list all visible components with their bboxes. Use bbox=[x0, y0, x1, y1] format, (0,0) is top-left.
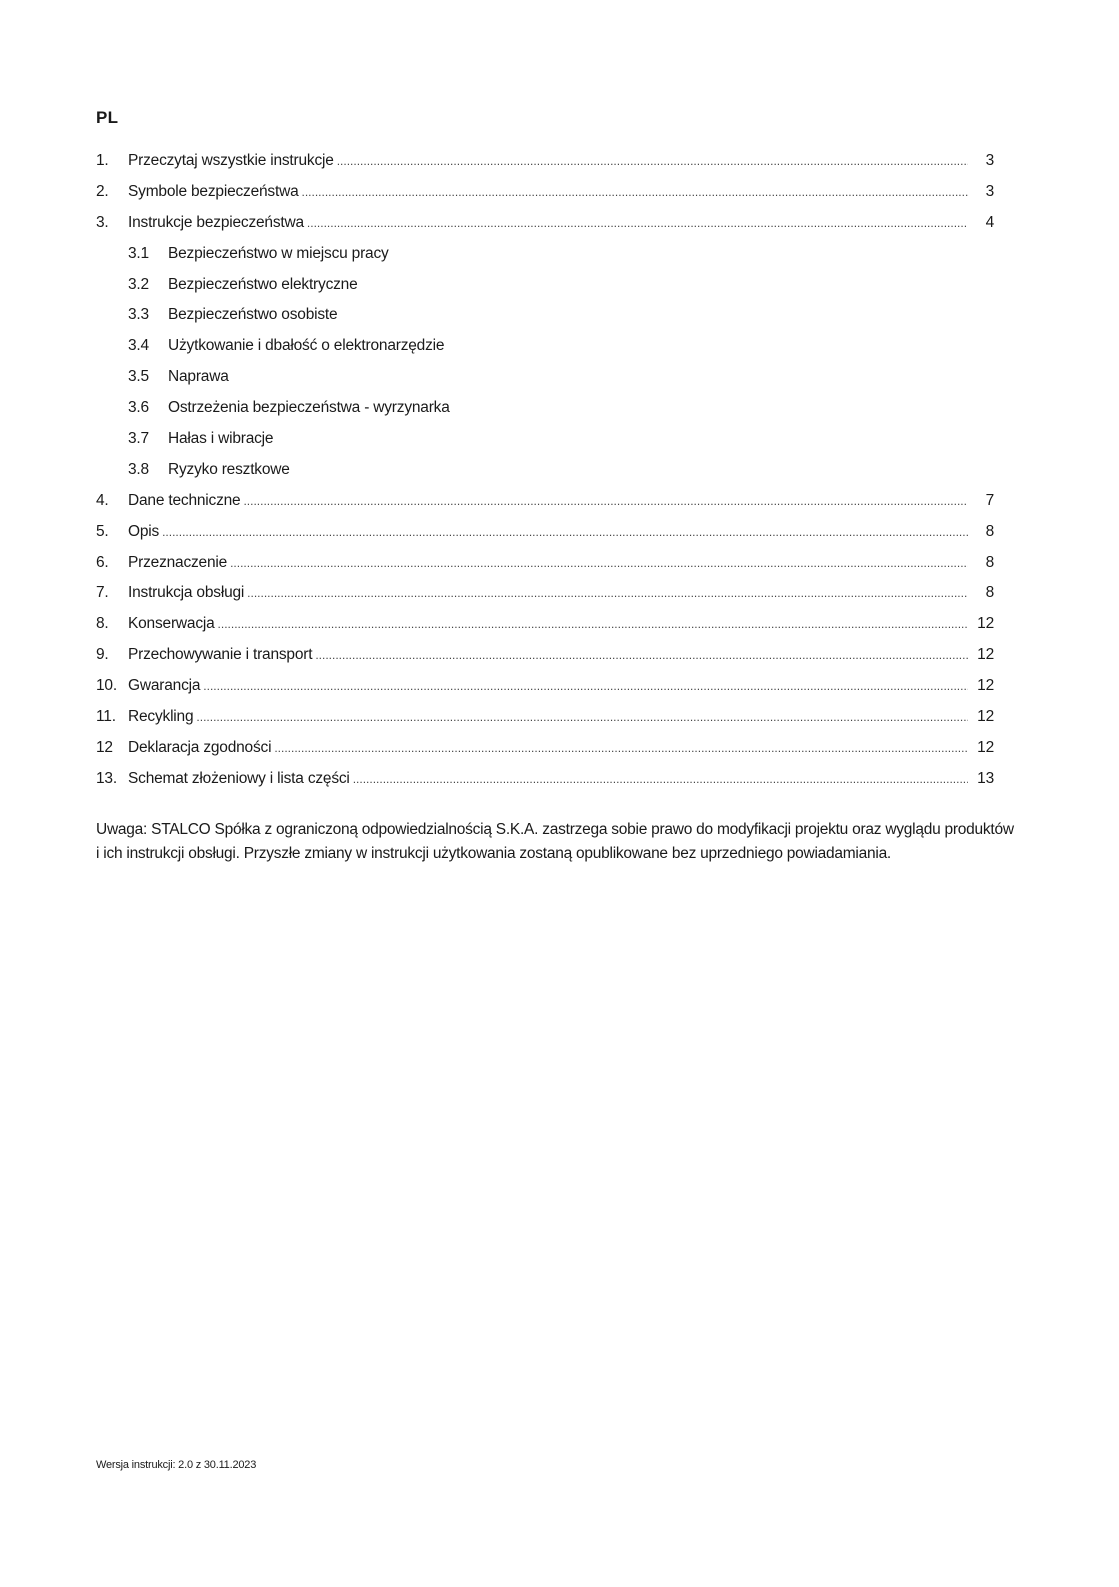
toc-item[interactable] bbox=[96, 517, 994, 548]
toc-leader-dots bbox=[203, 671, 968, 702]
toc-item-number: 1. bbox=[96, 152, 109, 169]
toc-subitem-number: 3.3 bbox=[128, 306, 149, 324]
toc-item-page: 3 bbox=[985, 152, 994, 169]
toc-item[interactable] bbox=[96, 548, 994, 579]
toc-item-page: 4 bbox=[985, 213, 994, 231]
table-of-contents bbox=[96, 146, 994, 795]
toc-subitem-title: Użytkowanie i dbałość o elektronarzędzie bbox=[168, 337, 445, 355]
toc-subitem[interactable] bbox=[96, 362, 994, 393]
toc-item-page: 8 bbox=[985, 584, 994, 602]
toc-item-number: 13. bbox=[96, 769, 117, 787]
toc-item[interactable] bbox=[96, 764, 994, 795]
toc-item-page: 8 bbox=[985, 522, 994, 540]
toc-subitem-title: Hałas i wibracje bbox=[168, 430, 274, 448]
toc-item-number: 3. bbox=[96, 213, 109, 231]
toc-subitem-title: Ostrzeżenia bezpieczeństwa - wyrzynarka bbox=[168, 399, 450, 417]
disclaimer-note: Uwaga: STALCO Spółka z ograniczoną odpowiedzialnością S.K.A. zastrzega sobie prawo do modyfikacji projektu oraz wyglądu produktów i ich instrukcji obsługi. Przyszłe zmiany w instrukcji użytkowania zostaną opublikowane bez uprzedniego powiadamiania. bbox=[96, 820, 1014, 862]
toc-item-page: 12 bbox=[977, 708, 994, 726]
toc-subitem-number: 3.5 bbox=[128, 368, 149, 386]
toc-subitem[interactable] bbox=[96, 270, 994, 301]
toc-leader-dots bbox=[274, 733, 968, 764]
toc-item-title: Recykling bbox=[128, 708, 194, 726]
toc-leader-dots bbox=[196, 702, 968, 733]
toc-item-title: Symbole bezpieczeństwa bbox=[128, 182, 299, 200]
toc-subitem[interactable] bbox=[96, 455, 994, 486]
toc-subitem-number: 3.7 bbox=[128, 430, 149, 448]
toc-item-number: 10. bbox=[96, 677, 117, 695]
toc-leader-dots bbox=[315, 640, 968, 671]
toc-leader-dots bbox=[307, 208, 968, 239]
toc-item[interactable] bbox=[96, 208, 994, 239]
toc-item[interactable] bbox=[96, 609, 994, 640]
toc-item[interactable] bbox=[96, 733, 994, 764]
toc-leader-dots bbox=[162, 517, 968, 548]
toc-item-title: Deklaracja zgodności bbox=[128, 738, 272, 756]
toc-item-number: 9. bbox=[96, 646, 109, 664]
toc-item-number: 4. bbox=[96, 491, 109, 509]
language-heading: PL bbox=[96, 108, 119, 127]
toc-item-page: 13 bbox=[977, 769, 994, 787]
toc-item-title: Przeczytaj wszystkie instrukcje bbox=[128, 152, 334, 169]
toc-subitem[interactable] bbox=[96, 424, 994, 455]
toc-item-number: 5. bbox=[96, 522, 109, 540]
toc-item-title: Konserwacja bbox=[128, 615, 215, 633]
toc-subitem-number: 3.2 bbox=[128, 275, 149, 293]
toc-item-title: Dane techniczne bbox=[128, 491, 241, 509]
toc-item-title: Opis bbox=[128, 522, 160, 540]
toc-subitem-number: 3.8 bbox=[128, 460, 149, 478]
toc-item-title: Instrukcje bezpieczeństwa bbox=[128, 213, 304, 231]
toc-subitem[interactable] bbox=[96, 393, 994, 424]
toc-subitem-title: Bezpieczeństwo w miejscu pracy bbox=[168, 244, 389, 262]
toc-item[interactable] bbox=[96, 486, 994, 517]
toc-item-page: 12 bbox=[977, 677, 994, 695]
toc-item-page: 8 bbox=[985, 553, 994, 571]
toc-leader-dots bbox=[337, 146, 968, 177]
toc-leader-dots bbox=[218, 609, 968, 640]
toc-item[interactable] bbox=[96, 578, 994, 609]
toc-subitem-title: Bezpieczeństwo osobiste bbox=[168, 306, 338, 324]
toc-item[interactable] bbox=[96, 146, 994, 177]
version-footer: Wersja instrukcji: 2.0 z 30.11.2023 bbox=[96, 1459, 257, 1471]
toc-item-title: Instrukcja obsługi bbox=[128, 584, 245, 602]
toc-subitem[interactable] bbox=[96, 239, 994, 270]
toc-item-title: Gwarancja bbox=[128, 677, 201, 695]
toc-item-number: 12 bbox=[96, 738, 113, 756]
toc-subitem-number: 3.4 bbox=[128, 337, 149, 355]
toc-item-number: 7. bbox=[96, 584, 109, 602]
toc-leader-dots bbox=[353, 764, 968, 795]
toc-item[interactable] bbox=[96, 671, 994, 702]
toc-item-title: Schemat złożeniowy i lista części bbox=[128, 769, 350, 787]
toc-subitem-title: Ryzyko resztkowe bbox=[168, 460, 290, 478]
toc-item-page: 12 bbox=[977, 646, 994, 664]
toc-subitem-number: 3.6 bbox=[128, 399, 149, 417]
toc-item-title: Przechowywanie i transport bbox=[128, 646, 313, 664]
toc-leader-dots bbox=[302, 177, 969, 208]
toc-item-page: 7 bbox=[985, 491, 994, 509]
toc-item-page: 12 bbox=[977, 615, 994, 633]
toc-subitem[interactable] bbox=[96, 331, 994, 362]
toc-item-number: 8. bbox=[96, 615, 109, 633]
toc-item-page: 3 bbox=[985, 182, 994, 200]
toc-item-title: Przeznaczenie bbox=[128, 553, 228, 571]
toc-item-number: 11. bbox=[96, 708, 116, 726]
toc-leader-dots bbox=[247, 578, 968, 609]
toc-item[interactable] bbox=[96, 702, 994, 733]
toc-subitem[interactable] bbox=[96, 300, 994, 331]
toc-item-number: 2. bbox=[96, 182, 109, 200]
toc-item[interactable] bbox=[96, 640, 994, 671]
toc-leader-dots bbox=[243, 486, 968, 517]
toc-subitem-number: 3.1 bbox=[128, 244, 149, 262]
toc-subitem-title: Naprawa bbox=[168, 368, 229, 386]
toc-item-page: 12 bbox=[977, 738, 994, 756]
toc-subitem-title: Bezpieczeństwo elektryczne bbox=[168, 275, 358, 293]
toc-leader-dots bbox=[230, 548, 968, 579]
toc-item-number: 6. bbox=[96, 553, 109, 571]
toc-item[interactable] bbox=[96, 177, 994, 208]
